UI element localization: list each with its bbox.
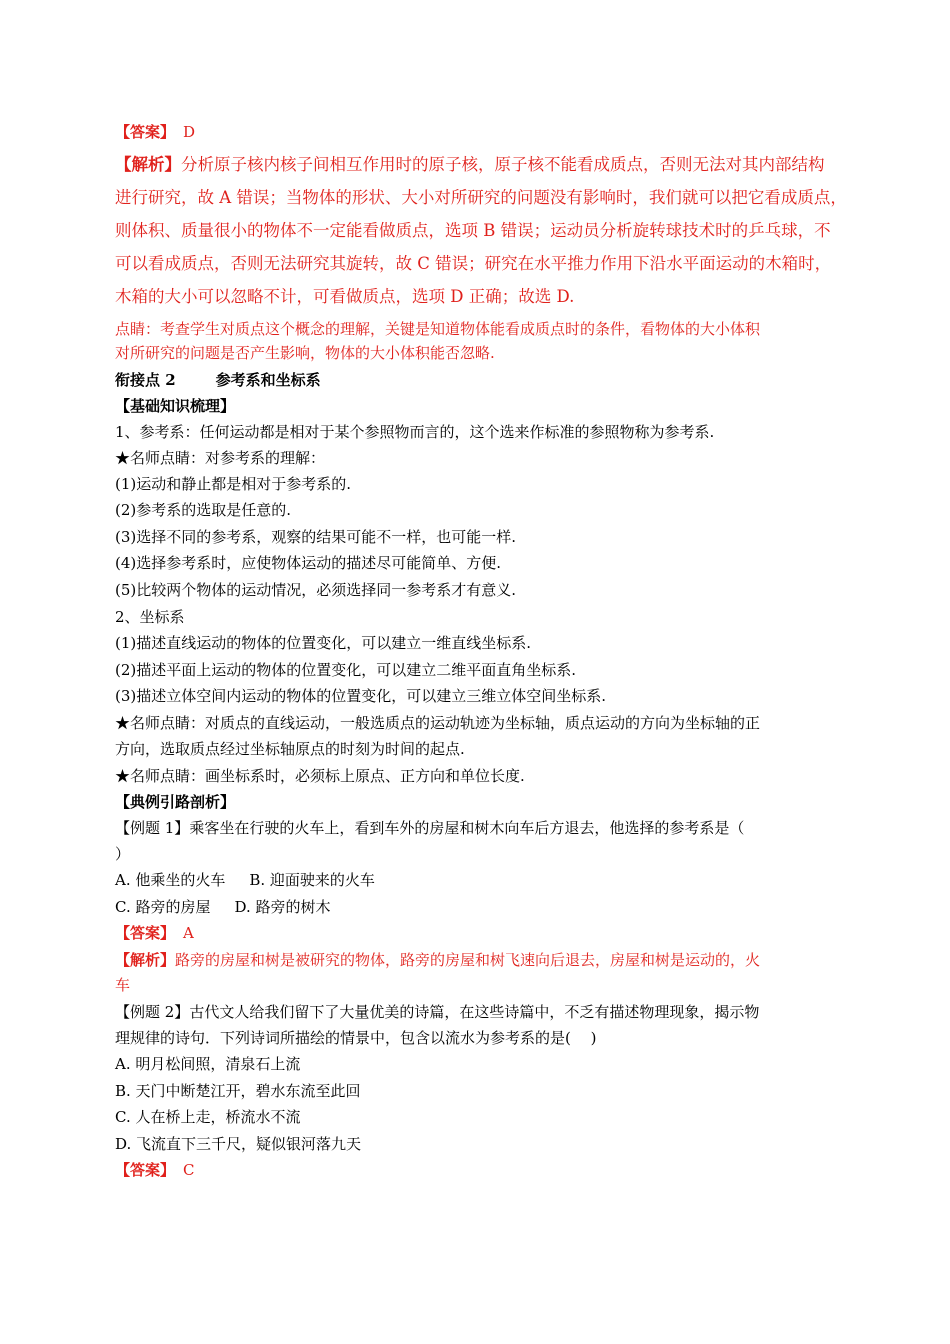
example-2-question-line-1: [115, 1002, 845, 1022]
basics-item-2: (2)参考系的选取是任意的.: [115, 501, 292, 519]
analysis-label: 【解析】: [115, 155, 181, 174]
answer-label: 【答案】: [115, 123, 176, 141]
example-2-option-c: C. 人在桥上走，桥流水不流: [115, 1108, 301, 1126]
example-1-answer: [115, 923, 845, 943]
reference-definition: 1、参考系：任何运动都是相对于某个参照物而言的，这个选来作标准的参照物称为参考系.: [115, 423, 715, 441]
example-1-option-d: D. 路旁的树木: [234, 898, 331, 916]
tip-line-2: 对所研究的问题是否产生影响，物体的大小体积能否忽略.: [115, 344, 495, 362]
teacher-tip-b-line-2: 方向，选取质点经过坐标轴原点的时刻为时间的起点.: [115, 740, 465, 758]
example-2-question: 古代文人给我们留下了大量优美的诗篇，在这些诗篇中，不乏有描述物理现象，揭示物: [189, 1003, 760, 1021]
example-1-option-c: C. 路旁的房屋: [115, 898, 211, 916]
example-1-question: 乘客坐在行驶的火车上，看到车外的房屋和树木向车后方退去，他选择的参考系是（: [189, 819, 745, 837]
analysis-line-3: 则体积、质量很小的物体不一定能看做质点，选项 B 错误；运动员分析旋转球技术时的乒乓球，不: [115, 221, 831, 240]
teacher-tip-a: ★名师点睛：对参考系的理解：: [115, 449, 326, 467]
example-2-label: 【例题 2】: [115, 1003, 190, 1021]
analysis-text: 分析原子核内核子间相互作用时的原子核，原子核不能看成质点，否则无法对其内部结构: [181, 155, 825, 174]
coordinate-heading: 2、坐标系: [115, 608, 185, 626]
basics-item-3: (3)选择不同的参考系，观察的结果可能不一样，也可能一样.: [115, 528, 517, 546]
example-1-analysis-text: 路旁的房屋和树是被研究的物体，路旁的房屋和树飞速向后退去，房屋和树是运动的，火: [175, 951, 761, 969]
basics-item-5: (5)比较两个物体的运动情况，必须选择同一参考系才有意义.: [115, 581, 517, 599]
example-1-options-ab: [115, 870, 845, 890]
answer-line-1: [115, 122, 845, 142]
examples-heading: 【典例引路剖析】: [115, 793, 236, 811]
section-title: 参考系和坐标系: [215, 371, 321, 389]
example-2-option-d: D. 飞流直下三千尺，疑似银河落九天: [115, 1135, 362, 1153]
example-2-answer-label: 【答案】: [115, 1161, 176, 1179]
example-1-analysis-label: 【解析】: [115, 951, 176, 969]
example-1-question-line-1: [115, 818, 845, 838]
basics-item-4: (4)选择参考系时，应使物体运动的描述尽可能简单、方便.: [115, 554, 502, 572]
coordinate-item-2: (2)描述平面上运动的物体的位置变化，可以建立二维平面直角坐标系.: [115, 661, 577, 679]
example-1-answer-label: 【答案】: [115, 924, 176, 942]
example-1-analysis-line-2: 车: [115, 976, 131, 994]
answer-value: D: [183, 123, 196, 141]
example-1-analysis-line-1: [115, 950, 845, 970]
section-heading: [115, 370, 845, 390]
tip-line-1: 点睛：考查学生对质点这个概念的理解，关键是知道物体能看成质点时的条件，看物体的大小体积: [115, 320, 761, 338]
example-2-answer: [115, 1160, 845, 1180]
section-number: 衔接点 2: [115, 371, 176, 389]
example-1-options-cd: [115, 897, 845, 917]
coordinate-item-3: (3)描述立体空间内运动的物体的位置变化，可以建立三维立体空间坐标系.: [115, 687, 607, 705]
teacher-tip-b-line-1: ★名师点睛：对质点的直线运动，一般选质点的运动轨迹为坐标轴，质点运动的方向为坐标轴的正: [115, 714, 761, 732]
basics-heading: 【基础知识梳理】: [115, 397, 236, 415]
analysis-line-2: 进行研究，故 A 错误；当物体的形状、大小对所研究的问题没有影响时，我们就可以把它看成质点，: [115, 188, 847, 207]
example-1-answer-value: A: [183, 924, 194, 942]
analysis-line-4: 可以看成质点，否则无法研究其旋转，故 C 错误；研究在水平推力作用下沿水平面运动的木箱时，: [115, 254, 832, 273]
example-1-option-b: B. 迎面驶来的火车: [249, 871, 375, 889]
example-2-answer-value: C: [183, 1161, 195, 1179]
teacher-tip-c: ★名师点睛：画坐标系时，必须标上原点、正方向和单位长度.: [115, 767, 525, 785]
example-2-option-b: B. 天门中断楚江开，碧水东流至此回: [115, 1082, 361, 1100]
example-1-label: 【例题 1】: [115, 819, 190, 837]
example-1-question-line-2: ）: [115, 845, 131, 863]
analysis-line-5: 木箱的大小可以忽略不计，可看做质点，选项 D 正确；故选 D.: [115, 287, 575, 306]
basics-item-1: (1)运动和静止都是相对于参考系的.: [115, 475, 352, 493]
example-2-question-line-2: 理规律的诗句．下列诗词所描绘的情景中，包含以流水为参考系的是( ): [115, 1029, 597, 1047]
analysis-line-1: [115, 154, 845, 176]
example-2-option-a: A. 明月松间照，清泉石上流: [115, 1055, 301, 1073]
example-1-option-a: A. 他乘坐的火车: [115, 871, 226, 889]
coordinate-item-1: (1)描述直线运动的物体的位置变化，可以建立一维直线坐标系.: [115, 634, 532, 652]
